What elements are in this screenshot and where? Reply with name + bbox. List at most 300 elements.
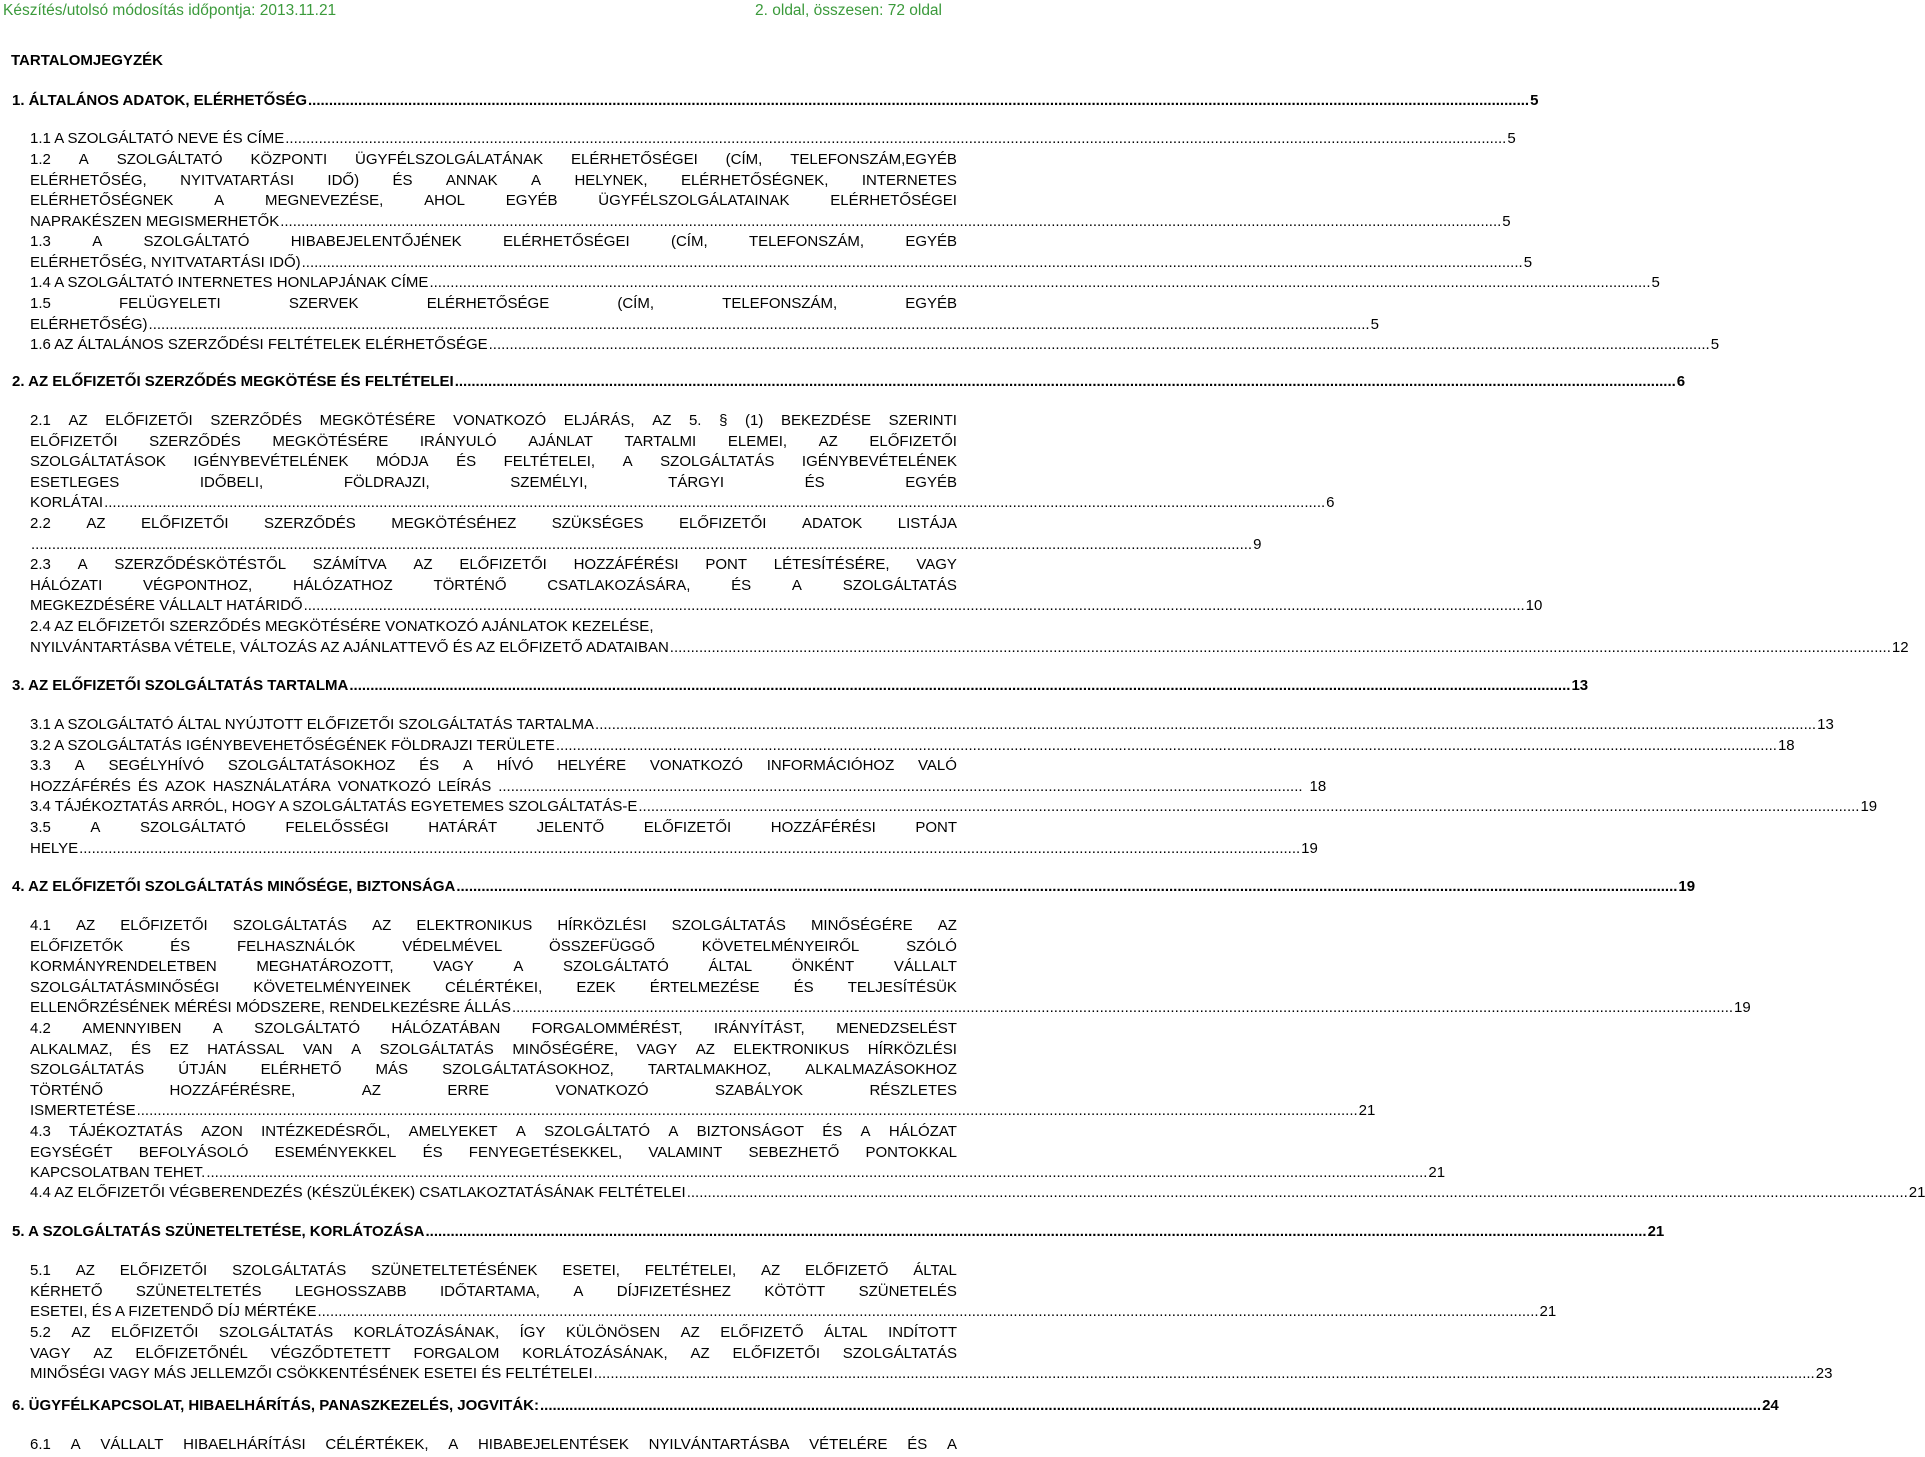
toc-word: MEGKÖTÉSÉRE [319, 412, 436, 429]
toc-subsection-entry[interactable] [30, 150, 1511, 232]
toc-subsection-entry[interactable] [30, 273, 1660, 294]
toc-word: AZ [413, 556, 433, 573]
toc-section-entry[interactable] [12, 372, 1686, 393]
toc-word: INDÍTOTT [888, 1324, 957, 1341]
toc-word: ELŐFIZETŐI [141, 515, 229, 532]
toc-word: KÖZPONTI [250, 151, 328, 168]
toc-entry-title: MINŐSÉGI VAGY MÁS JELLEMZŐI CSÖKKENTÉSÉNEK ESETEI ÉS FELTÉTELEI [30, 1365, 593, 1382]
toc-word: SZERZŐDÉS [210, 412, 303, 429]
toc-word: IRÁNYULÓ [419, 432, 497, 450]
toc-word: HELYNEK, [574, 171, 648, 189]
toc-word: ALKALMAZ, [30, 1040, 113, 1058]
toc-line [30, 335, 1720, 356]
toc-line [30, 1282, 957, 1303]
toc-word: ELŐFIZETŐK [30, 937, 124, 955]
toc-word: FORGALOM [413, 1344, 500, 1362]
toc-word: ÚTJÁN [178, 1061, 227, 1078]
toc-word: AZ [75, 1262, 95, 1279]
toc-leader-dots [280, 212, 1501, 233]
toc-subsection-entry[interactable] [30, 335, 1720, 356]
toc-word: FORGALOMMÉRÉST, [531, 1020, 683, 1037]
toc-page-number: 21 [1358, 1102, 1376, 1119]
toc-word: CÉLÉRTÉKEK, [325, 1436, 429, 1453]
toc-word: TÁJÉKOZTATÁS [69, 1123, 183, 1140]
toc-leader-dots [137, 1101, 1358, 1122]
toc-subsection-entry[interactable] [30, 1261, 1557, 1323]
toc-subsection-entry[interactable] [30, 555, 1543, 617]
toc-line [30, 839, 1318, 860]
toc-word: VAGY [30, 1344, 71, 1362]
toc-word: HÁLÓZAT [888, 1123, 957, 1140]
toc-word: ELÉRHETŐSÉGEI [571, 151, 698, 168]
toc-word: 5.1 [30, 1262, 51, 1279]
toc-word: TÁRGYI [668, 473, 724, 491]
toc-word: HÁLÓZATÁBAN [391, 1020, 501, 1037]
toc-leader-dots [455, 372, 1676, 393]
toc-section-entry[interactable] [12, 1222, 1665, 1243]
toc-word: AJÁNLAT [528, 432, 593, 450]
toc-line [30, 315, 1379, 336]
toc-subsection-entry[interactable] [30, 818, 1318, 859]
toc-word: HIBABEJELENTŐJÉNEK [290, 233, 462, 250]
toc-word: PONT [915, 819, 957, 836]
toc-line [30, 1143, 957, 1164]
toc-word: HÍVÓ [496, 757, 534, 774]
toc-line [30, 1122, 957, 1143]
toc-word: 1.2 [30, 151, 51, 168]
toc-word: AZ [761, 1262, 781, 1279]
toc-page-number: 21 [1539, 1303, 1557, 1320]
toc-word: HASZNÁLATÁRA [212, 777, 331, 795]
toc-word: 5. [688, 412, 702, 429]
toc-word: A [791, 576, 802, 594]
toc-word: (CÍM, [617, 295, 655, 312]
toc-title: TARTALOMJEGYZÉK [11, 52, 163, 69]
toc-line [30, 957, 957, 978]
toc-word: AZ [695, 1040, 715, 1058]
toc-entry-title: 4. AZ ELŐFIZETŐI SZOLGÁLTATÁS MINŐSÉGE, BIZTONSÁGA [12, 878, 456, 895]
toc-subsection-entry[interactable] [30, 514, 1262, 555]
toc-word: HELYÉRE [557, 757, 627, 774]
toc-word: ELÉRHETŐSÉGEI [502, 233, 630, 250]
toc-word: VONATKOZÓ [337, 777, 431, 795]
toc-page-number: 13 [1571, 677, 1589, 694]
toc-leader-dots [308, 91, 1529, 112]
toc-word: AZOK [164, 777, 206, 795]
toc-page-number: 12 [1891, 638, 1909, 656]
toc-word: EGYÉB [905, 295, 957, 312]
toc-word: 2.3 [30, 556, 51, 573]
toc-line [30, 998, 1751, 1019]
toc-word: VONATKOZÓ [453, 412, 547, 429]
toc-subsection-entry[interactable] [30, 1323, 1833, 1385]
toc-word: ELŐFIZETŐI [110, 1324, 199, 1341]
toc-word: 2.1 [30, 412, 51, 429]
toc-line [30, 1163, 1446, 1184]
toc-word: 1.3 [30, 233, 51, 250]
toc-word: KÖTÖTT [764, 1282, 826, 1300]
toc-word: AMENNYIBEN [82, 1020, 182, 1037]
toc-word: ÖSSZEFÜGGŐ [549, 937, 655, 955]
toc-leader-dots [512, 998, 1733, 1019]
toc-word: A [448, 1436, 459, 1453]
toc-word: BEKEZDÉSE [780, 412, 871, 429]
toc-leader-dots [540, 1396, 1761, 1417]
toc-entry-title: KAPCSOLATBAN TEHET. [30, 1164, 206, 1181]
toc-word: PONT [705, 556, 747, 573]
toc-word: EZ [169, 1040, 189, 1058]
toc-word: MEGKÖTÉSÉRE [272, 432, 389, 450]
toc-word: LEÍRÁS [437, 777, 492, 795]
toc-word: MÁS [375, 1061, 409, 1078]
toc-line [30, 638, 1909, 659]
toc-word: ELÉRHETŐSÉGE [426, 295, 550, 312]
toc-page-number: 6 [1326, 494, 1335, 511]
toc-word: KÉRHETŐ [30, 1282, 103, 1300]
toc-page-number: 21 [1428, 1164, 1446, 1181]
toc-word: ÉS [793, 978, 814, 996]
toc-word: SZOLGÁLTATÁS [671, 917, 786, 934]
toc-word: SZOLGÁLTATÓ [544, 1123, 651, 1140]
toc-word: AZ [680, 1324, 700, 1341]
toc-leader-dots [594, 1364, 1815, 1385]
toc-page-number: 5 [1507, 130, 1516, 147]
toc-page-number: 19 [1734, 999, 1751, 1016]
toc-leader-dots [317, 1302, 1538, 1323]
toc-line: 2.4 AZ ELŐFIZETŐI SZERZŐDÉS MEGKÖTÉSÉRE VONATKOZÓ AJÁNLATOK KEZELÉSE, [30, 618, 654, 635]
toc-line [12, 877, 1696, 898]
toc-page-number: 13 [1817, 716, 1834, 733]
toc-word: SZERZŐDÉS [149, 432, 241, 450]
toc-word: AZ [652, 412, 672, 429]
toc-word: KÜLÖNÖSEN [565, 1324, 661, 1341]
toc-word: AZON [201, 1123, 243, 1140]
toc-word: SZOLGÁLTATÁS [842, 576, 957, 594]
toc-word: SZOLGÁLTATÓ [254, 1020, 360, 1037]
toc-word: MEGKÖTÉSÉHEZ [391, 515, 517, 532]
toc-word: EGYSÉGÉT [30, 1143, 113, 1161]
toc-line [30, 212, 1511, 233]
toc-subsection-entry[interactable] [30, 756, 1327, 797]
toc-word: EGYÉB [905, 233, 957, 250]
toc-word: EZEK [576, 978, 616, 996]
toc-line [30, 555, 957, 576]
toc-line [30, 191, 957, 212]
toc-word: IDŐ) [327, 171, 360, 189]
toc-leader-dots [285, 129, 1506, 150]
toc-word: ALKALMAZÁSOKHOZ [805, 1061, 957, 1078]
toc-word: IRÁNYÍTÁST, [713, 1020, 805, 1037]
toc-leader-dots: ................................................................................................................................................................................................. [498, 777, 1303, 795]
toc-word: SZÓLÓ [906, 937, 957, 955]
toc-word: BIZTONSÁGOT [696, 1123, 804, 1140]
toc-line [30, 937, 957, 958]
toc-word: ELŐFIZETŐI [459, 556, 547, 573]
toc-line [30, 1101, 1376, 1122]
toc-word: SZOLGÁLTATÁS [842, 1344, 957, 1362]
toc-leader-dots [456, 877, 1677, 898]
toc-word: INTÉZKEDÉSRŐL, [261, 1123, 391, 1140]
toc-line [30, 150, 957, 171]
toc-word: VÉGZŐDTETETT [270, 1344, 391, 1362]
toc-word: SZERZŐDÉS [264, 515, 356, 532]
toc-word: VALAMINT [648, 1143, 723, 1161]
toc-word: ELÉRHETŐSÉGNEK, [680, 171, 829, 189]
toc-word: SZERVEK [288, 295, 359, 312]
toc-page-number: 10 [1525, 597, 1543, 614]
toc-word: (CÍM, [725, 151, 763, 168]
toc-line [12, 372, 1686, 393]
toc-subsection-entry[interactable] [30, 129, 1516, 150]
toc-line [30, 736, 1795, 757]
toc-word: ÜGYFÉLSZOLGÁLATAINAK [598, 192, 790, 209]
toc-word: TELEFONSZÁM, [748, 233, 864, 250]
toc-word: PONTOKKAL [865, 1143, 957, 1161]
toc-word: MINŐSÉGÉRE [810, 917, 913, 934]
toc-entry-title: 5. A SZOLGÁLTATÁS SZÜNETELTETÉSE, KORLÁTOZÁSA [12, 1223, 425, 1240]
toc-word: ELŐFIZETŐI [30, 432, 118, 450]
toc-word: LÉTESÍTÉSÉRE, [773, 556, 890, 573]
toc-word: HÁLÓZATHOZ [292, 576, 393, 594]
toc-line [30, 473, 957, 494]
toc-page-number: 18 [1777, 737, 1795, 754]
toc-word: AZ [75, 917, 96, 934]
toc-word: AZ [86, 515, 106, 532]
toc-word: A [531, 171, 542, 189]
toc-line [30, 1081, 957, 1102]
toc-word: 3.5 [30, 819, 51, 836]
toc-word: VÁLLALT [100, 1436, 164, 1453]
toc-word: ELŐFIZETŐI [732, 1344, 820, 1362]
toc-word: HIBAELHÁRÍTÁSI [183, 1436, 306, 1453]
toc-word: ELÉRHETŐSÉGNEK [30, 192, 174, 209]
toc-word: LEGHOSSZABB [294, 1282, 407, 1300]
toc-word: INFORMÁCIÓHOZ [766, 757, 895, 774]
toc-word: ELŐFIZETŐI [869, 432, 957, 450]
toc-word: ÉS [419, 757, 440, 774]
toc-word: SZOLGÁLTATÓ [143, 233, 250, 250]
toc-word: ÁLTAL [824, 1324, 868, 1341]
toc-entry-title: NYILVÁNTARTÁSBA VÉTELE, VÁLTOZÁS AZ AJÁNLATTEVŐ ÉS AZ ELŐFIZETŐ ADATAIBAN [30, 638, 669, 656]
toc-word: AHOL [424, 192, 465, 209]
toc-line [30, 171, 957, 192]
toc-word: 5.2 [30, 1324, 51, 1341]
toc-word: TELEFONSZÁM, [722, 295, 838, 312]
toc-word: SZÜNETELTETÉS [135, 1282, 262, 1300]
toc-word: SEGÉLYHÍVÓ [108, 757, 205, 774]
toc-line [12, 1222, 1665, 1243]
toc-line [30, 756, 957, 777]
toc-word: SZOLGÁLTATÁS [232, 917, 348, 934]
toc-section-entry[interactable] [12, 877, 1696, 898]
toc-entry-title: ELÉRHETŐSÉG) [30, 315, 148, 333]
toc-entry-title: 6. ÜGYFÉLKAPCSOLAT, HIBAELHÁRÍTÁS, PANASZKEZELÉS, JOGVITÁK: [12, 1397, 539, 1414]
toc-word: HOZZÁFÉRÉSI [770, 819, 876, 836]
toc-word: ERRE [447, 1081, 490, 1099]
toc-word: KORLÁTOZÁSÁNAK, [522, 1344, 668, 1362]
toc-word: SZERZŐDÉSKÖTÉSTŐL [114, 556, 287, 573]
toc-word: KORLÁTOZÁSÁNAK, [353, 1324, 500, 1341]
toc-word: SZEMÉLYI, [510, 473, 588, 491]
toc-word: VONATKOZÓ [649, 757, 743, 774]
toc-word: IGÉNYBEVÉTELÉNEK [193, 453, 349, 470]
toc-word: VAGY [636, 1040, 678, 1058]
toc-line [30, 1344, 957, 1365]
toc-subsection-entry[interactable] [30, 1019, 1376, 1122]
toc-section-entry[interactable] [12, 1396, 1779, 1417]
toc-word: A [515, 1123, 526, 1140]
toc-word: LISTÁJA [897, 515, 957, 532]
toc-word: ÉS [456, 453, 477, 470]
toc-line [30, 514, 957, 535]
toc-entry-title: 3.2 A SZOLGÁLTATÁS IGÉNYBEVEHETŐSÉGÉNEK FÖLDRAJZI TERÜLETE [30, 737, 555, 754]
toc-word: ESETLEGES [30, 473, 120, 491]
toc-word: FÖLDRAJZI, [343, 473, 430, 491]
toc-subsection-entry[interactable] [30, 1183, 1925, 1204]
toc-word: A [214, 192, 225, 209]
toc-word: TARTALMI [624, 432, 697, 450]
toc-leader-dots [429, 273, 1650, 294]
toc-subsection-entry[interactable] [30, 411, 1335, 514]
toc-subsection-entry[interactable] [30, 1435, 957, 1456]
toc-word: HÍRKÖZLÉSI [557, 917, 647, 934]
toc-subsection-entry[interactable] [30, 617, 1909, 658]
toc-line [30, 232, 957, 253]
toc-entry-title: 3. AZ ELŐFIZETŐI SZOLGÁLTATÁS TARTALMA [12, 677, 349, 694]
toc-leader-dots [31, 535, 1252, 556]
toc-word: HATÁRÁT [428, 819, 498, 836]
toc-word: A [622, 453, 633, 470]
toc-subsection-entry[interactable] [30, 715, 1834, 736]
toc-word: ELJÁRÁS, [563, 412, 635, 429]
toc-word: HOZZÁFÉRÉSI [573, 556, 679, 573]
toc-word: A [70, 1436, 81, 1453]
toc-subsection-entry[interactable] [30, 736, 1795, 757]
toc-page-number: 6 [1676, 373, 1686, 390]
toc-word: TARTALMAKHOZ, [647, 1061, 772, 1078]
toc-word: FELTÉTELEI, [644, 1262, 737, 1279]
toc-line [30, 916, 957, 937]
toc-line [30, 777, 1327, 798]
toc-line [30, 452, 957, 473]
toc-word: § [719, 412, 728, 429]
toc-subsection-entry[interactable] [30, 294, 1379, 335]
toc-subsection-entry[interactable] [30, 232, 1533, 273]
toc-word: SZOLGÁLTATÁS [30, 1061, 145, 1078]
toc-section-entry[interactable] [12, 91, 1539, 112]
toc-word: ELŐFIZETŐI [105, 412, 193, 429]
toc-word: A [78, 151, 89, 168]
toc-word: (CÍM, [670, 233, 708, 250]
toc-line [30, 1435, 957, 1456]
toc-word: ELŐFIZETŐ [805, 1262, 889, 1279]
toc-word: JELENTŐ [536, 819, 605, 836]
toc-word: FELHASZNÁLÓK [237, 937, 356, 955]
toc-word: ESETEI, [562, 1262, 620, 1279]
toc-word: ÉS [822, 1123, 843, 1140]
toc-word: KORMÁNYRENDELETBEN [30, 958, 217, 975]
toc-word: SZOLGÁLTATÓ [139, 819, 246, 836]
toc-word: A [860, 1123, 871, 1140]
toc-subsection-entry[interactable] [30, 797, 1878, 818]
toc-word: SZOLGÁLTATÁS [660, 453, 775, 470]
toc-word: MINŐSÉGÉRE, [512, 1040, 619, 1058]
toc-section-entry[interactable] [12, 676, 1589, 697]
toc-line [30, 432, 957, 453]
toc-word: ELŐFIZETŐ [720, 1324, 804, 1341]
toc-word: A [74, 757, 85, 774]
toc-word: A [212, 1020, 223, 1037]
toc-word: 4.2 [30, 1020, 51, 1037]
toc-word: IDŐBELI, [199, 473, 264, 491]
toc-page-number: 9 [1253, 535, 1262, 553]
toc-line [30, 1040, 957, 1061]
toc-line [30, 493, 1335, 514]
toc-line [30, 1323, 957, 1344]
toc-word: TELJESÍTÉSÜK [847, 978, 957, 996]
toc-entry-title: MEGKEZDÉSÉRE VÁLLALT HATÁRIDŐ [30, 597, 303, 614]
toc-subsection-entry[interactable] [30, 916, 1751, 1019]
toc-word: SZOLGÁLTATÓ [562, 958, 669, 975]
toc-word: VÉGPONTHOZ, [143, 576, 253, 594]
toc-word: VÉTELÉRE [809, 1436, 888, 1453]
toc-page-number: 21 [1908, 1184, 1925, 1201]
toc-word: 6.1 [30, 1436, 51, 1453]
toc-subsection-entry[interactable] [30, 1122, 1446, 1184]
toc-word: NYILVÁNTARTÁSBA [648, 1436, 790, 1453]
toc-page-number: 5 [1370, 315, 1379, 333]
toc-line [30, 1302, 1557, 1323]
toc-word: VALÓ [918, 757, 957, 774]
toc-leader-dots [638, 797, 1859, 818]
toc-word: SZOLGÁLTATÁSOK [30, 453, 166, 470]
toc-word: A [90, 819, 101, 836]
toc-word: A [462, 757, 473, 774]
toc-word: HOZZÁFÉRÉSRE, [169, 1081, 296, 1099]
toc-leader-dots [304, 596, 1525, 617]
toc-line [30, 818, 957, 839]
toc-line [30, 715, 1834, 736]
toc-word: SZOLGÁLTATÁSMINŐSÉGI [30, 978, 220, 996]
header-page-count: 2. oldal, összesen: 72 oldal [755, 2, 942, 19]
toc-word: HÍRKÖZLÉSI [867, 1040, 957, 1058]
toc-word: SZOLGÁLTATÁS [232, 1262, 347, 1279]
toc-word: SZOLGÁLTATÁSOKHOZ, [442, 1061, 614, 1078]
toc-line [30, 253, 1533, 274]
toc-entry-title: 1. ÁLTALÁNOS ADATOK, ELÉRHETŐSÉG [12, 92, 308, 109]
toc-word: NYITVATARTÁSI [180, 171, 295, 189]
toc-word: ÉS [170, 937, 191, 955]
toc-word: BEFOLYÁSOLÓ [138, 1143, 249, 1161]
toc-word: EGYÉB [505, 192, 558, 209]
toc-word: AZ [372, 917, 392, 934]
toc-line [30, 273, 1660, 294]
toc-word: AZ [690, 1344, 710, 1362]
toc-word: RÉSZLETES [869, 1081, 957, 1099]
toc-word: ELŐFIZETŐI [120, 917, 208, 934]
toc-word: SZÜNETELÉS [858, 1282, 957, 1300]
toc-page-number: 18 [1309, 777, 1327, 795]
toc-word: ELŐFIZETŐI [678, 515, 767, 532]
toc-word: VÁLLALT [893, 958, 957, 975]
toc-word: ÉS [907, 1436, 928, 1453]
toc-entry-title: ISMERTETÉSE [30, 1102, 136, 1119]
toc-word: MEGNEVEZÉSE, [264, 192, 384, 209]
toc-word: VAGY [916, 556, 957, 573]
toc-leader-dots [595, 715, 1816, 736]
toc-word: ADATOK [801, 515, 863, 532]
toc-word: MEGHATÁROZOTT, [256, 958, 394, 975]
